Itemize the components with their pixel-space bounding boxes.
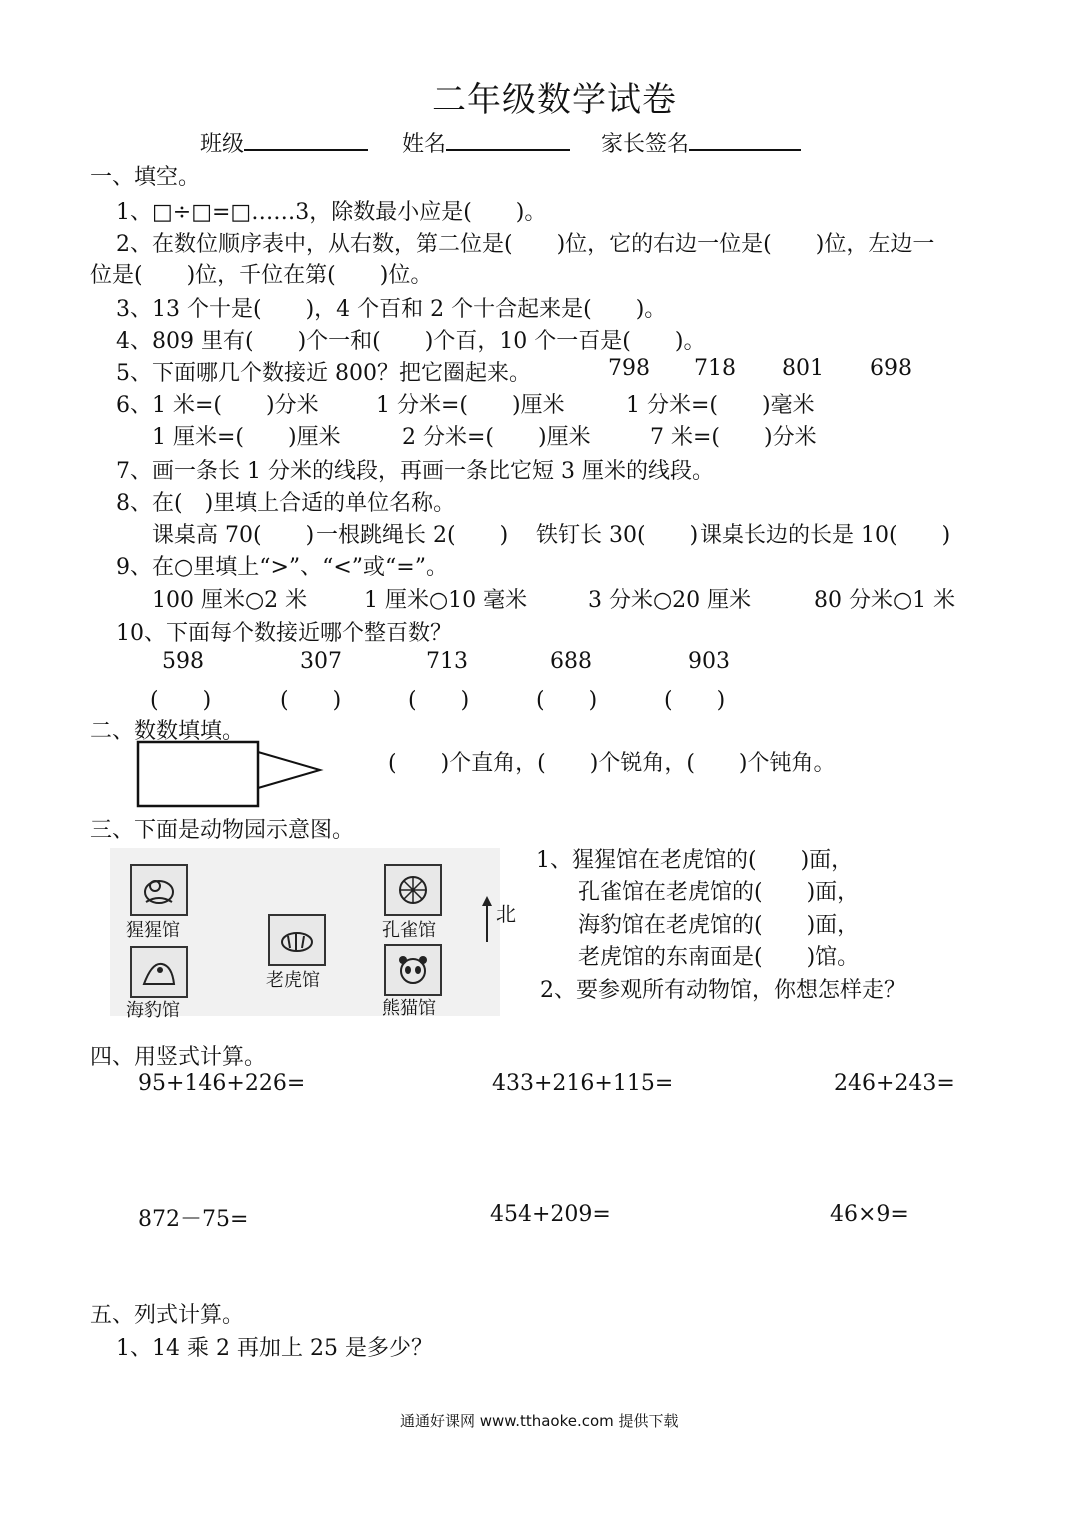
question-1-10: 10、下面每个数接近哪个整百数？: [116, 621, 452, 646]
name-field: [402, 127, 570, 158]
q10-answer-blank[interactable]: ( ): [408, 688, 470, 713]
question-1-5-text: 5、下面哪几个数接近 800？把它圈起来。: [116, 361, 531, 386]
question-1-9: 9、在○里填上“>”、“<”或“=”。: [116, 555, 448, 580]
map-label-peacock: 孔雀馆: [382, 920, 436, 941]
seal-icon: [130, 946, 188, 998]
q6-item: 1 分米=( )厘米: [376, 393, 565, 418]
q10-number: 903: [688, 649, 730, 674]
question-1-4: 4、809 里有( )个一和( )个百，10 个一百是( )。: [116, 329, 706, 354]
q10-number: 598: [162, 649, 204, 674]
peacock-icon: [384, 864, 442, 916]
section1-heading: 一、填空。: [90, 165, 201, 190]
parent-signature-blank-line[interactable]: [689, 149, 801, 151]
section3-q1-line1: 1、猩猩馆在老虎馆的( )面，: [536, 848, 854, 873]
zoo-map: [110, 848, 516, 1021]
question-5-1: 1、14 乘 2 再加上 25 是多少？: [116, 1336, 433, 1361]
q5-number: 798: [608, 356, 650, 381]
q10-number: 688: [550, 649, 592, 674]
q9-item: 3 分米○20 厘米: [588, 588, 752, 613]
q8-item: 课桌高 70( ): [152, 523, 315, 548]
orangutan-icon: [130, 864, 188, 916]
calc-problem: 46×9=: [830, 1202, 909, 1227]
question-1-1: 1、□÷□=□……3，除数最小应是( )。: [116, 200, 547, 225]
q6-item: 1 分米=( )毫米: [626, 393, 815, 418]
q10-number: 713: [426, 649, 468, 674]
q9-item: 80 分米○1 米: [814, 588, 956, 613]
q9-item: 100 厘米○2 米: [152, 588, 308, 613]
section3-q2: 2、要参观所有动物馆，你想怎样走？: [540, 978, 906, 1003]
map-label-orangutan: 猩猩馆: [126, 920, 180, 941]
panda-icon: [384, 944, 442, 996]
name-blank-line[interactable]: [446, 149, 570, 151]
tiger-icon: [268, 914, 326, 966]
q5-number: 801: [782, 356, 824, 381]
section3-q1-line3: 海豹馆在老虎馆的( )面，: [578, 913, 860, 938]
q10-answer-blank[interactable]: ( ): [536, 688, 598, 713]
q6-item: 7 米=( )分米: [650, 425, 817, 450]
question-1-2-line2: 位是( )位，千位在第( )位。: [90, 263, 433, 288]
parent-signature-label: 家长签名: [601, 132, 690, 157]
section2-question: ( )个直角，( )个锐角，( )个钝角。: [388, 751, 836, 776]
map-label-seal: 海豹馆: [126, 1000, 180, 1021]
section4-heading: 四、用竖式计算。: [90, 1045, 267, 1070]
question-1-2-line1: 2、在数位顺序表中，从右数，第二位是( )位，它的右边一位是( )位，左边一: [116, 232, 935, 257]
footer-text: 通通好课网 www.tthaoke.com 提供下载: [400, 1412, 679, 1430]
class-blank-line[interactable]: [244, 149, 368, 151]
q6-item: 6、1 米=( )分米: [116, 393, 319, 418]
q9-item: 1 厘米○10 毫米: [364, 588, 528, 613]
calc-problem: 433+216+115=: [492, 1071, 674, 1096]
question-1-3: 3、13 个十是( )，4 个百和 2 个十合起来是( )。: [116, 297, 667, 322]
section3-heading: 三、下面是动物园示意图。: [90, 818, 355, 843]
question-1-8: 8、在( )里填上合适的单位名称。: [116, 491, 456, 516]
q10-answer-blank[interactable]: ( ): [150, 688, 212, 713]
map-label-tiger: 老虎馆: [266, 970, 320, 991]
q10-number: 307: [300, 649, 342, 674]
section3-q1-line2: 孔雀馆在老虎馆的( )面，: [578, 880, 860, 905]
angle-figure: [130, 738, 330, 812]
q8-item: 课桌长边的长是 10( ): [700, 523, 951, 548]
section5-heading: 五、列式计算。: [90, 1303, 245, 1328]
q6-item: 1 厘米=( )厘米: [152, 425, 341, 450]
class-label: 班级: [200, 132, 245, 157]
q10-answer-blank[interactable]: ( ): [280, 688, 342, 713]
calc-problem: 454+209=: [490, 1202, 611, 1227]
calc-problem: 95+146+226=: [138, 1071, 306, 1096]
section2-heading: 二、数数填填。: [90, 719, 245, 744]
q8-item: 铁钉长 30( ): [536, 523, 699, 548]
section3-q1-line4: 老虎馆的东南面是( )馆。: [578, 945, 860, 970]
q6-item: 2 分米=( )厘米: [402, 425, 591, 450]
figure-triangle: [258, 752, 320, 788]
north-label: 北: [496, 902, 516, 926]
q8-item: 一根跳绳长 2( ): [316, 523, 509, 548]
name-label: 姓名: [402, 132, 447, 157]
calc-problem: 872－75=: [138, 1207, 249, 1232]
q10-answer-blank[interactable]: ( ): [664, 688, 726, 713]
q5-number: 718: [694, 356, 736, 381]
north-arrow-icon: [480, 896, 494, 942]
class-field: [200, 127, 368, 158]
map-label-panda: 熊猫馆: [382, 998, 436, 1019]
q5-number: 698: [870, 356, 912, 381]
calc-problem: 246+243=: [834, 1071, 955, 1096]
page-title: 二年级数学试卷: [432, 80, 677, 120]
parent-signature-field: [601, 127, 801, 158]
figure-rectangle: [138, 742, 258, 806]
question-1-7: 7、画一条长 1 分米的线段，再画一条比它短 3 厘米的线段。: [116, 459, 714, 484]
